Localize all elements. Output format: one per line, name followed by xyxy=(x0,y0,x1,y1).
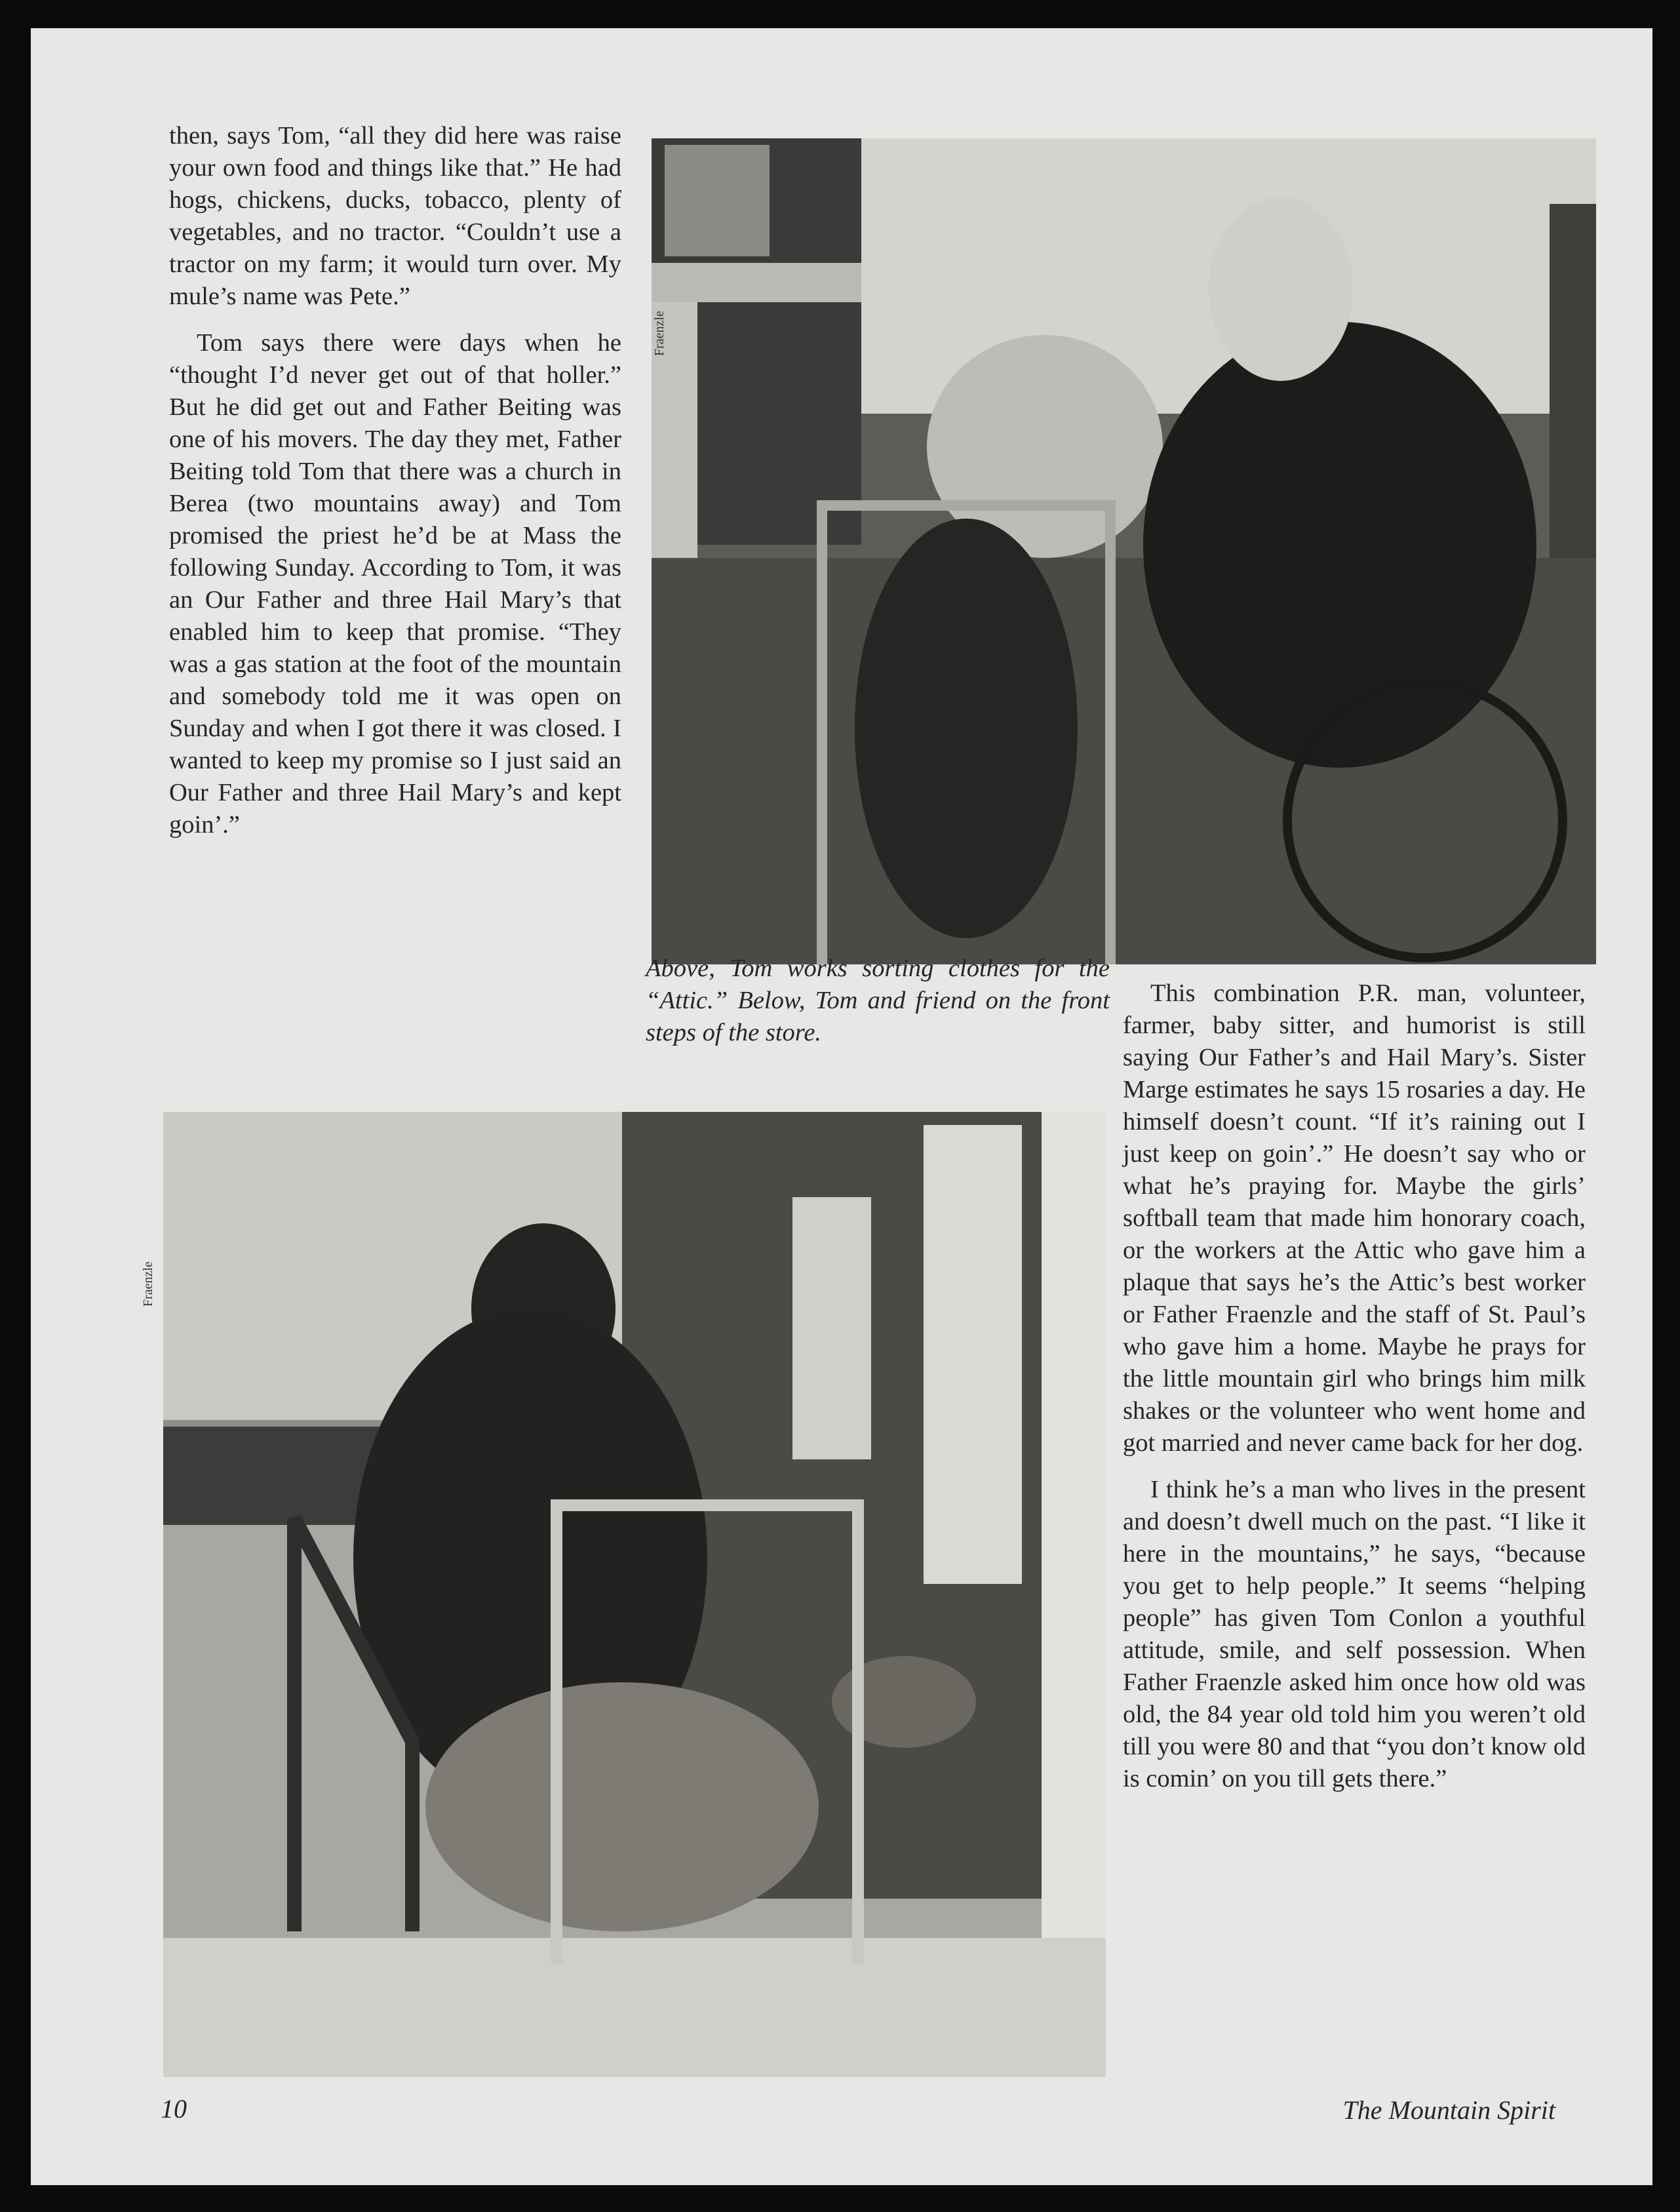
paragraph: Tom says there were days when he “thought I’d never get out of that holler.” But he did get out and Father Beiting was one of his movers. The day they met, Father Beiting told Tom that there was a church in Berea (two mountains away) and Tom promised the priest he’d be at Mass the following Sunday. According to Tom, it was an Our Father and three Hail Mary’s that enabled him to keep that promise. “They was a gas station at the foot of the mountain and somebody told me it was open on Sunday and when I got there it was closed. I wanted to keep my promise so I just said an Our Father and three Hail Mary’s and kept goin’.” xyxy=(169,329,621,839)
page-number: 10 xyxy=(161,2094,187,2123)
paragraph: then, says Tom, “all they did here was raise your own food and things like that.” He had hogs, chickens, ducks, tobacco, plenty of vegetables, and no tractor. “Couldn’t use a tractor on my farm; it would turn over. My mule’s name was Pete.” xyxy=(169,122,621,310)
photo-credit: Fraenzle xyxy=(652,311,667,356)
publication-name: The Mountain Spirit xyxy=(1342,2095,1555,2125)
photo-caption: Above, Tom works sorting clothes for the “Attic.” Below, Tom and friend on the front steps of the store. xyxy=(646,955,1110,1046)
right-text-column xyxy=(1123,978,1586,1809)
paragraph: I think he’s a man who lives in the present and doesn’t dwell much on the past. “I like it here in the mountains,” he says, “because you get to help people.” It seems “helping people” has given Tom Conlon a youthful attitude, smile, and self possession. When Father Fraenzle asked him once how old was old, the 84 year old told him you weren’t old till you were 80 and that “you don’t know old is comin’ on you till gets there.” xyxy=(1123,1476,1586,1792)
photo-credit: Fraenzle xyxy=(141,1261,155,1307)
magazine-page xyxy=(31,28,1652,2185)
photo-tom-and-dog-on-steps xyxy=(163,1112,1106,2077)
photo-tom-sorting-clothes xyxy=(652,138,1596,964)
left-text-column xyxy=(169,120,621,856)
paragraph: This combination P.R. man, volunteer, farmer, baby sitter, and humorist is still saying Our Father’s and Hail Mary’s. Sister Marge estimates he says 15 rosaries a day. He himself doesn’t count. “If it’s raining out I just keep on goin’.” He doesn’t say who or what he’s praying for. Maybe the girls’ softball team that made him honorary coach, or the workers at the Attic who gave him a plaque that says he’s the Attic’s best worker or Father Fraenzle and the staff of St. Paul’s who gave him a home. Maybe he prays for the little mountain girl who brings him milk shakes or the volunteer who went home and got married and never came back for her dog. xyxy=(1123,979,1586,1457)
